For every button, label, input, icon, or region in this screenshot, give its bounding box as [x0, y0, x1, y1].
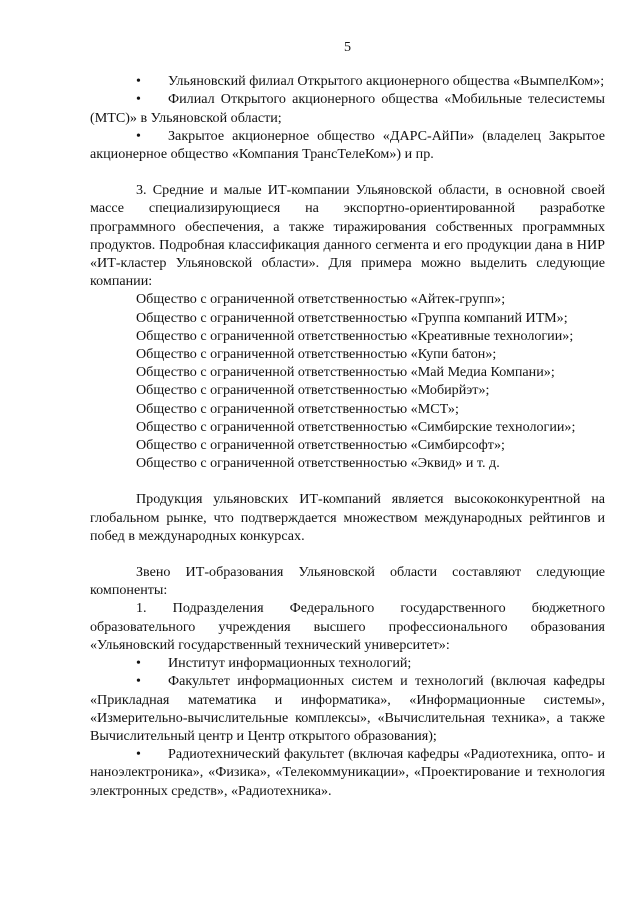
company-list-item: Общество с ограниченной ответственностью «Купи батон»;: [136, 346, 497, 363]
bullet-icon: •: [136, 746, 141, 763]
company-list-item: Общество с ограниченной ответственностью «Симбирсофт»;: [136, 437, 505, 454]
section-3-paragraph: 3. Средние и малые ИТ-компании Ульяновской области, в основной своей массе специализирующиеся на экспортно-ориентированной разработке программного обеспечения, а также тиражирования собственных программных продуктов. Подробная классификация данного сегмента и его продукции дана в НИР «ИТ-кластер Ульяновской области». Для примера можно выделить следующие компании:: [90, 182, 605, 290]
document-page: [90, 38, 605, 800]
company-list-item: Общество с ограниченной ответственностью «Креативные технологии»;: [136, 327, 574, 344]
bullet-item: • Филиал Открытого акционерного общества «Мобильные телесистемы (МТС)» в Ульяновской области;: [90, 91, 605, 126]
bullet-item: • Факультет информационных систем и технологий (включая кафедры «Прикладная математика и информатика», «Информационные системы», «Измерительно-вычислительные комплексы», «Вычислительная техника», а также Вычислительный центр и Центр открытого образования);: [90, 673, 605, 744]
education-item-1: 1. Подразделения Федерального государственного бюджетного образовательного учреждения высшего профессионального образования «Ульяновский государственный технический университет»:: [90, 600, 605, 653]
company-list-item: Общество с ограниченной ответственностью «Айтек-групп»;: [136, 291, 506, 308]
page-number: 5: [343, 39, 352, 55]
bullet-icon: •: [136, 673, 141, 690]
company-list-item: Общество с ограниченной ответственностью «МСТ»;: [136, 400, 459, 417]
bullet-item: • Радиотехнический факультет (включая кафедры «Радиотехника, опто- и наноэлектроника», «Физика», «Телекоммуникации», «Проектирование и технология электронных средств», «Радиотехника».: [90, 746, 605, 799]
bullet-icon: •: [136, 127, 141, 144]
bullet-item: • Институт информационных технологий;: [136, 655, 412, 672]
education-intro-paragraph: Звено ИТ-образования Ульяновской области составляют следующие компоненты:: [90, 564, 605, 599]
company-list-item: Общество с ограниченной ответственностью «Симбирские технологии»;: [136, 418, 576, 435]
company-list-item: Общество с ограниченной ответственностью «Эквид» и т. д.: [136, 455, 500, 472]
company-list-item: Общество с ограниченной ответственностью «Группа компаний ИТМ»;: [136, 309, 568, 326]
company-list-item: Общество с ограниченной ответственностью «Мобирйэт»;: [136, 382, 490, 399]
bullet-item: • Ульяновский филиал Открытого акционерного общества «ВымпелКом»;: [136, 73, 605, 90]
bullet-icon: •: [136, 655, 141, 672]
products-paragraph: Продукция ульяновских ИТ-компаний является высококонкурентной на глобальном рынке, что подтверждается множеством международных рейтингов и побед в международных конкурсах.: [90, 491, 605, 544]
bullet-item: • Закрытое акционерное общество «ДАРС-АйПи» (владелец Закрытое акционерное общество «Компания ТрансТелеКом») и пр.: [90, 127, 605, 163]
bullet-icon: •: [136, 73, 141, 90]
bullet-icon: •: [136, 91, 141, 108]
company-list-item: Общество с ограниченной ответственностью «Май Медиа Компани»;: [136, 364, 555, 381]
